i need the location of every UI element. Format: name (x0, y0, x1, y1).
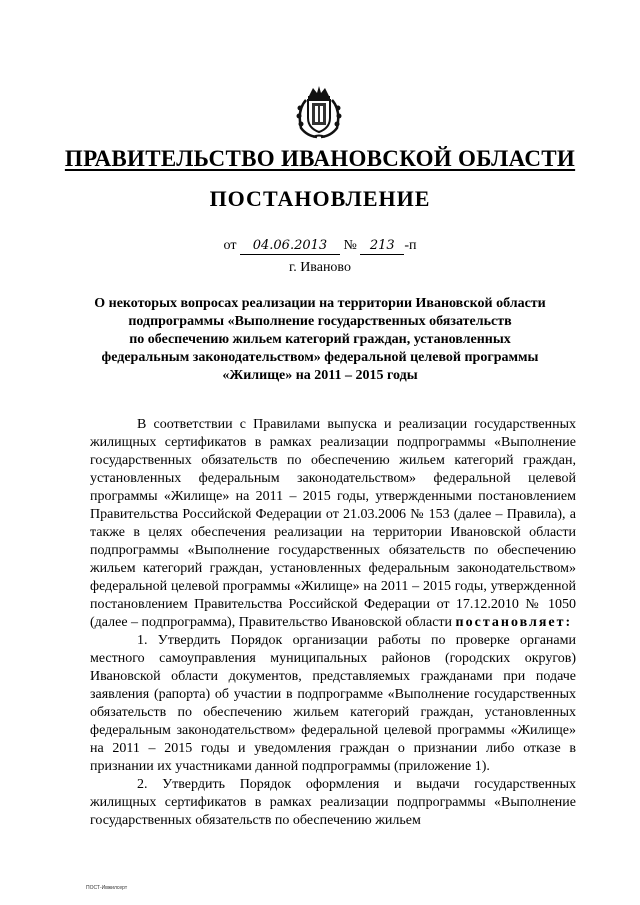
preamble-text: В соответствии с Правилами выпуска и реализации государственных жилищных сертификатов в рамках реализации подпрограммы «Выполнение государственных обязательств по обеспечению жильем категорий граждан, установленных федеральным законодательством» федеральной целевой программы «Жилище» на 2011 – 2015 годы, утвержденными постановлением Правительства Российской Федерации от 21.03.2006 № 153 (далее – Правила), а также в целях обеспечения реализации на территории Ивановской области подпрограммы «Выполнение государственных обязательств по обеспечению жильем категорий граждан, установленных федеральным законодательством» федеральной целевой программы «Жилище» на 2011 – 2015 годы, утвержденной постановлением Правительства Российской Федерации от 17.12.2010 № 1050 (далее – подпрограмма), Правительство Ивановской области (90, 417, 576, 630)
date-prefix: от (223, 238, 237, 253)
item-number: 2. (137, 777, 148, 792)
number-suffix: -п (404, 238, 417, 253)
preamble-paragraph (90, 416, 576, 632)
coat-of-arms-icon (291, 84, 347, 140)
number-label: № (343, 238, 357, 253)
city: г. Иваново (289, 260, 351, 275)
government-title: ПРАВИТЕЛЬСТВО ИВАНОВСКОЙ ОБЛАСТИ (64, 146, 576, 171)
subject-line: подпрограммы «Выполнение государственных обязательств (128, 314, 512, 329)
date-number-line (0, 238, 640, 255)
item-paragraph (90, 776, 576, 830)
item-number: 1. (137, 633, 148, 648)
document-number: 213 (360, 238, 404, 255)
item-text: Утвердить Порядок оформления и выдачи государственных жилищных сертификатов в рамках реализации подпрограммы «Выполнение государственных обязательств по обеспечению жильем (90, 777, 576, 828)
document-date: 04.06.2013 (240, 238, 340, 255)
document-type: ПОСТАНОВЛЕНИЕ (209, 186, 431, 211)
document-body (90, 416, 576, 830)
subject-line: «Жилище» на 2011 – 2015 годы (222, 368, 418, 383)
decree-word: постановляет: (455, 615, 573, 630)
item-text: Утвердить Порядок организации работы по проверке органами местного самоуправления муниципальных районов (городских округов) Ивановской области документов, представляемых гражданами при подаче заявления (рапорта) об участии в подпрограмме «Выполнение государственных обязательств по обеспечению жильем категорий граждан, установленных федеральным законодательством» федеральной целевой программы «Жилище» на 2011 – 2015 годы и уведомления граждан о признании либо отказе в признании их участниками данной подпрограммы (приложение 1). (90, 633, 576, 774)
subject-line: О некоторых вопросах реализации на территории Ивановской области (94, 296, 546, 311)
subject-line: федеральным законодательством» федеральной целевой программы (101, 350, 539, 365)
document-subject (70, 295, 570, 385)
footer-code: ПОСТ-Ивжилсерт (86, 885, 128, 891)
subject-line: по обеспечению жильем категорий граждан, установленных (129, 332, 511, 347)
item-paragraph (90, 632, 576, 776)
